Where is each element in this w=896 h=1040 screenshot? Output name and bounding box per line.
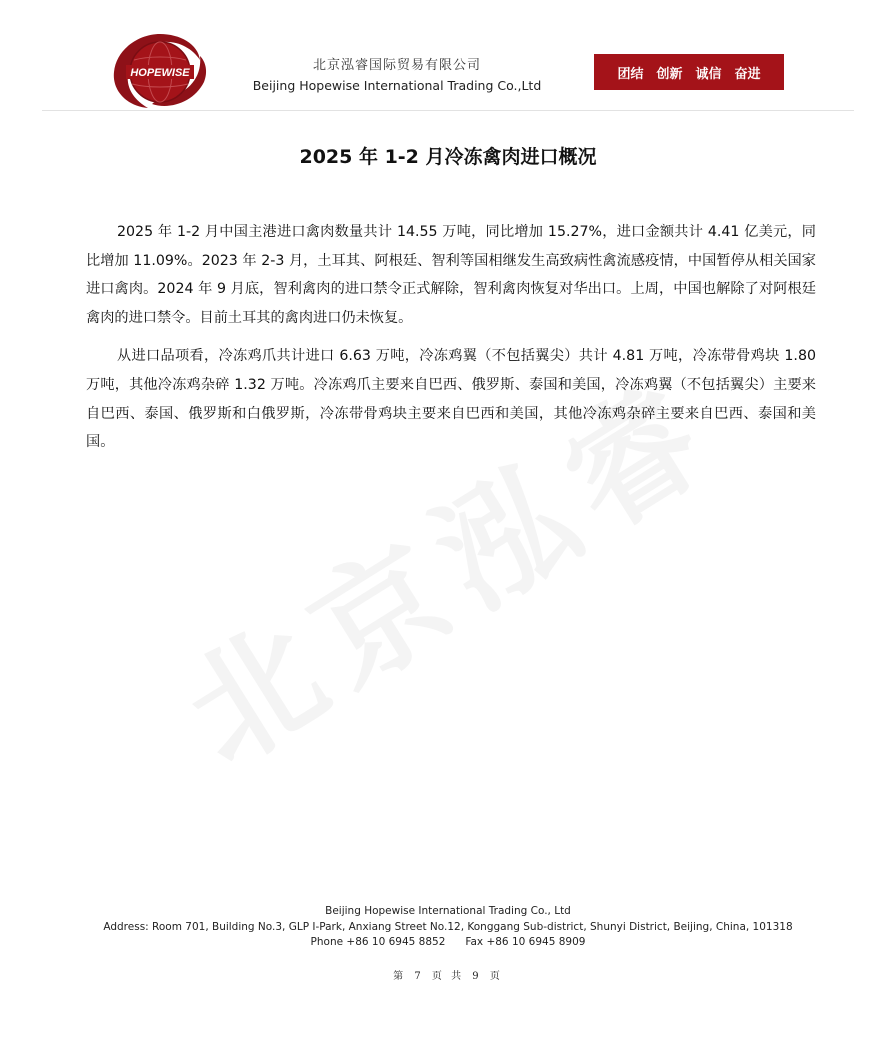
document-title: 2025 年 1-2 月冷冻禽肉进口概况 [299,146,597,168]
slogan-word: 奋进 [734,66,761,82]
body-paragraph: 从进口品项看，冷冻鸡爪共计进口 6.63 万吨，冷冻鸡翼（不包括翼尖）共计 4.81 万吨，冷冻带骨鸡块 1.80 万吨，其他冷冻鸡杂碎 1.32 万吨。冷冻鸡爪主要来自巴西、俄罗斯、泰国和美国，冷冻鸡翼（不包括翼尖）主要来自巴西、泰国、俄罗斯和白俄罗斯，冷冻带骨鸡块主要来自巴西和美国，其他冷冻鸡杂碎主要来自巴西、泰国和美国。 [86,348,816,451]
total-pages: 9 [472,971,482,982]
footer-address: Address: Room 701, Building No.3, GLP I-Park, Anxiang Street No.12, Konggang Sub-district, Shunyi District, Beijing, China, 101318 [103,920,793,933]
hopewise-logo [108,30,212,110]
slogan-word: 创新 [656,66,683,82]
document-body [86,218,816,467]
slogan-banner [594,54,784,90]
company-header [240,54,554,93]
body-paragraph: 2025 年 1-2 月中国主港进口禽肉数量共计 14.55 万吨，同比增加 15.27%，进口金额共计 4.41 亿美元，同比增加 11.09%。2023 年 2-3 月，土耳其、阿根廷、智利等国相继发生高致病性禽流感疫情，中国暂停从相关国家进口禽肉。2024 年 9 月底，智利禽肉的进口禁令正式解除，智利禽肉恢复对华出口。上周，中国也解除了对阿根廷禽肉的进口禁令。目前土耳其的禽肉进口仍未恢复。 [86,224,816,326]
footer-phone: Phone +86 10 6945 8852 [310,936,446,948]
footer-company: Beijing Hopewise International Trading Co., Ltd [325,905,571,917]
company-name-en: Beijing Hopewise International Trading Co.,Ltd [252,78,542,93]
slogan-word: 诚信 [695,66,722,82]
page-number: 第 7 页 共 9 页 [393,971,503,982]
header-divider [42,110,854,111]
current-page: 7 [414,971,424,982]
footer-fax: Fax +86 10 6945 8909 [465,936,586,948]
slogan-word: 团结 [617,66,644,82]
logo-text: HOPEWISE [130,67,190,79]
page-footer [0,904,896,951]
footer-contact [0,935,896,951]
company-name-cn: 北京泓睿国际贸易有限公司 [312,58,481,73]
